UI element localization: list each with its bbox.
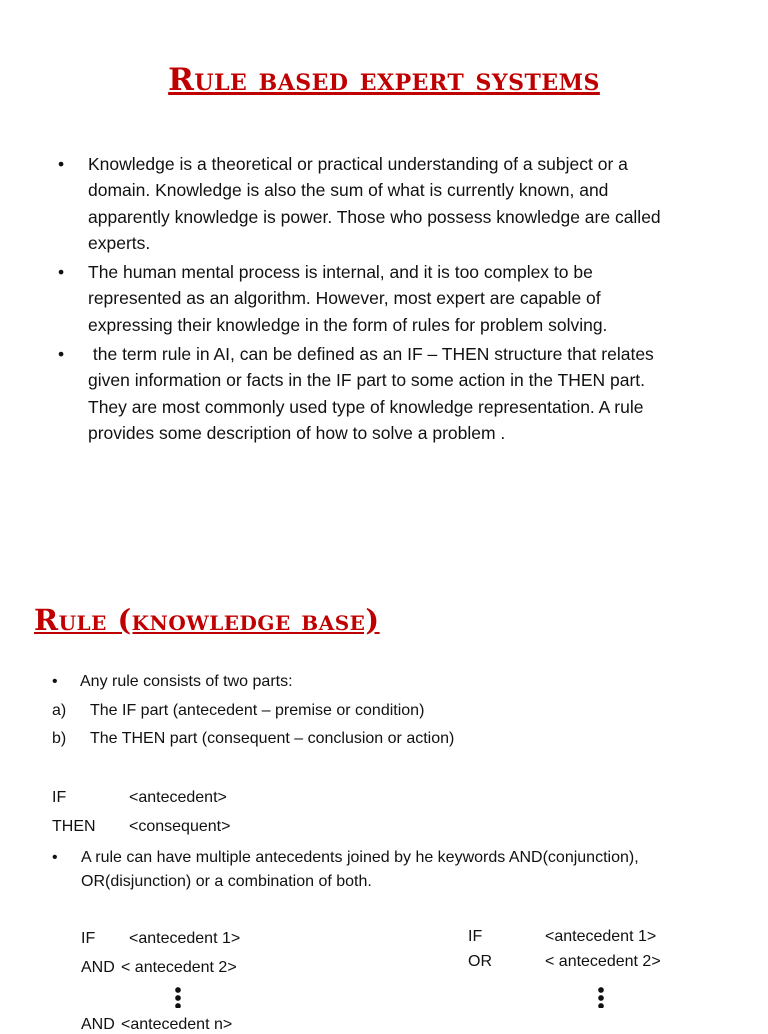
bullet-dot-icon: • [58,154,65,174]
multi-bullet-text: A rule can have multiple antecedents joined by he keywords AND(conjunction), OR(disjunction) or a combination of both. [81,849,639,890]
slide1-bullet-1-text: Knowledge is a theoretical or practical understanding of a subject or a domain. Knowledge is also the sum of what is currently known, and apparently knowledge is power. Those who possess knowledge are called experts. [88,154,661,253]
then-row [52,818,230,836]
if-value: <antecedent> [129,789,227,806]
or-val-1: <antecedent 1> [545,928,657,945]
part-b-marker: b) [52,730,67,747]
slide2-multi-bullet [52,846,641,894]
if-row [52,789,227,807]
or-kw-2: OR [468,953,492,970]
slide2-intro-bullet [52,673,293,691]
part-a-marker: a) [52,702,67,719]
slide1-bullet-3 [58,341,688,446]
and-kw-3: AND [81,1016,115,1033]
bullet-dot-icon: • [58,262,65,283]
vertical-ellipsis-icon [175,986,181,1008]
and-val-1: <antecedent 1> [129,930,241,947]
or-val-2: < antecedent 2> [545,953,661,970]
and-example-row-1 [81,930,240,948]
part-b-text: The THEN part (consequent – conclusion or action) [90,730,455,747]
slide1-bullet-list [58,151,688,446]
then-keyword: THEN [52,818,96,835]
part-a-text: The IF part (antecedent – premise or condition) [90,702,425,719]
and-val-2: < antecedent 2> [121,959,237,976]
or-example-row-2 [468,953,661,971]
slide1-bullet-2 [58,259,688,338]
and-val-3: <antecedent n> [121,1016,233,1033]
slide2-part-b [52,730,454,748]
and-example-row-2 [81,959,237,977]
and-kw-2: AND [81,959,115,976]
then-value: <consequent> [129,818,231,835]
or-kw-1: IF [468,928,483,945]
slide1-title: Rule based expert systems [168,62,600,98]
slide2-part-a [52,702,424,720]
bullet-dot-icon: • [58,344,65,365]
bullet-dot-icon: • [52,849,58,866]
slide1-bullet-3-text: the term rule in AI, can be defined as an IF – THEN structure that relates given information or facts in the IF part to some action in the THEN part. They are most commonly used type of knowledge representation. A rule provides some description of how to solve a problem . [88,344,659,443]
slide1-bullet-1 [58,151,688,256]
if-keyword: IF [52,789,67,806]
and-kw-1: IF [81,930,96,947]
vertical-ellipsis-icon [598,986,604,1008]
or-example-row-1 [468,928,656,946]
slide1-bullet-2-text: The human mental process is internal, and it is too complex to be represented as an algorithm. However, most expert are capable of expressing their knowledge in the form of rules for problem solving. [88,262,608,335]
slide2-intro-text: Any rule consists of two parts: [80,673,293,690]
and-example-row-3 [81,1016,232,1034]
bullet-dot-icon: • [52,673,58,690]
slide2-title: Rule (knowledge base) [34,603,380,637]
